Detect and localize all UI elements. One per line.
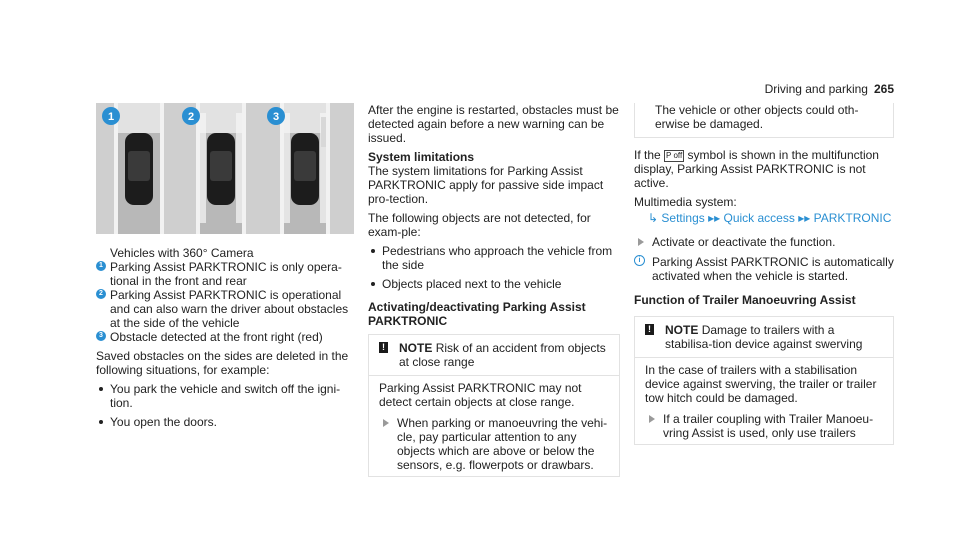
note-label: NOTE: [399, 341, 433, 355]
info-icon: i: [634, 255, 645, 266]
instruction-step: [379, 416, 611, 472]
note-continuation: [634, 103, 894, 138]
heading-system-limitations: System limitations: [368, 150, 475, 164]
marker-2: [182, 107, 200, 125]
note-body: [369, 375, 619, 476]
warning-icon: !: [379, 342, 388, 353]
numbered-item-text: Parking Assist PARKTRONIC is operational and can also warn the driver about obstacles at the side of the vehicle: [110, 288, 349, 330]
symbol-text-pre: If the: [634, 148, 661, 162]
svg-text:1: 1: [107, 111, 115, 123]
parking-illustration: [96, 103, 354, 234]
note-box: [368, 334, 620, 477]
parking-figure: [96, 103, 354, 234]
page-number: 265: [873, 82, 894, 96]
info-text: Parking Assist PARKTRONIC is automatically activated when the vehicle is started.: [652, 255, 894, 283]
numbered-item-1: [96, 260, 354, 288]
note-continuation-text: The vehicle or other objects could oth-erwise be damaged.: [655, 103, 859, 131]
paragraph-objects: The following objects are not detected, for exam-ple:: [368, 211, 591, 239]
number-badge: 2: [96, 289, 106, 299]
marker-1: [102, 107, 120, 125]
figure-caption: Vehicles with 360° Camera: [110, 246, 254, 260]
menu-separator-icon: ▸▸: [798, 211, 811, 225]
number-badge: 3: [96, 331, 106, 341]
parktronic-off-icon: P off: [666, 151, 683, 160]
numbered-item-text: Obstacle detected at the front right (red): [110, 330, 323, 344]
car-1-icon: [125, 133, 153, 205]
menu-separator-icon: ▸▸: [708, 211, 721, 225]
bullet-item: Objects placed next to the vehicle: [368, 277, 620, 291]
car-3-icon: [291, 133, 319, 205]
menu-settings-link[interactable]: Settings: [661, 211, 705, 225]
step-text: When parking or manoeuvring the vehi-cle, pay particular attention to any objects which are above or below the sensors, e.g. flowerpots or drawbars.: [397, 416, 608, 472]
note-box: [634, 316, 894, 445]
marker-3: [267, 107, 285, 125]
note-text: Parking Assist PARKTRONIC may not detect certain objects at close range.: [379, 381, 582, 409]
svg-text:3: 3: [272, 111, 280, 123]
column-3: [634, 103, 894, 445]
note-label: NOTE: [665, 323, 699, 337]
instruction-step: [645, 412, 885, 440]
svg-text:2: 2: [187, 111, 195, 123]
step-arrow-icon: [638, 238, 644, 246]
bullet-item: You open the doors.: [96, 415, 354, 429]
car-2-icon: [207, 133, 235, 205]
numbered-item-3: [96, 330, 354, 344]
numbered-item-2: [96, 288, 354, 330]
menu-path: [634, 209, 894, 227]
numbered-item-text: Parking Assist PARKTRONIC is only opera-tional in the front and rear: [110, 260, 342, 288]
heading-trailer: Function of Trailer Manoeuvring Assist: [634, 293, 856, 307]
menu-quick-access-link[interactable]: Quick access: [723, 211, 795, 225]
menu-parktronic-link[interactable]: PARKTRONIC: [813, 211, 892, 225]
symbol-text-post: symbol is shown in the multifunction display, Parking Assist PARKTRONIC is not active.: [634, 148, 879, 190]
number-badge: 1: [96, 261, 106, 271]
multimedia-label: Multimedia system:: [634, 195, 737, 209]
bullet-item: Pedestrians who approach the vehicle from the side: [368, 244, 620, 272]
step-arrow-icon: [383, 419, 389, 427]
return-arrow-icon: ↳: [648, 211, 659, 225]
note-text: In the case of trailers with a stabilisation device against swerving, the trailer or trailer tow hitch could be damaged.: [645, 363, 877, 405]
page-header: [765, 82, 894, 96]
note-title: Risk of an accident from objects at close range: [399, 341, 606, 369]
note-header: [635, 317, 893, 357]
paragraph-saved-obstacles: Saved obstacles on the sides are deleted in the following situations, for example:: [96, 349, 349, 377]
paragraph-symbol: [634, 148, 894, 190]
step-text: Activate or deactivate the function.: [652, 235, 836, 249]
heading-activating: Activating/deactivating Parking Assist PARKTRONIC: [368, 300, 586, 328]
step-text: If a trailer coupling with Trailer Manoeu-vring Assist is used, only use trailers: [663, 412, 874, 440]
note-body: [635, 357, 893, 444]
column-2: [368, 103, 620, 477]
note-title: Damage to trailers with a stabilisa-tion device against swerving: [665, 323, 863, 351]
paragraph-limitations: The system limitations for Parking Assist PARKTRONIC apply for passive side impact pro-tection.: [368, 164, 604, 206]
column-1: [96, 103, 354, 429]
info-note: [634, 255, 894, 283]
instruction-step: [634, 235, 894, 249]
note-header: [369, 335, 619, 375]
bullet-item: You park the vehicle and switch off the igni-tion.: [96, 382, 354, 410]
paragraph-restart: After the engine is restarted, obstacles must be detected again before a new warning can be issued.: [368, 103, 619, 145]
warning-icon: !: [645, 324, 654, 335]
section-title: Driving and parking: [764, 82, 868, 96]
step-arrow-icon: [649, 415, 655, 423]
